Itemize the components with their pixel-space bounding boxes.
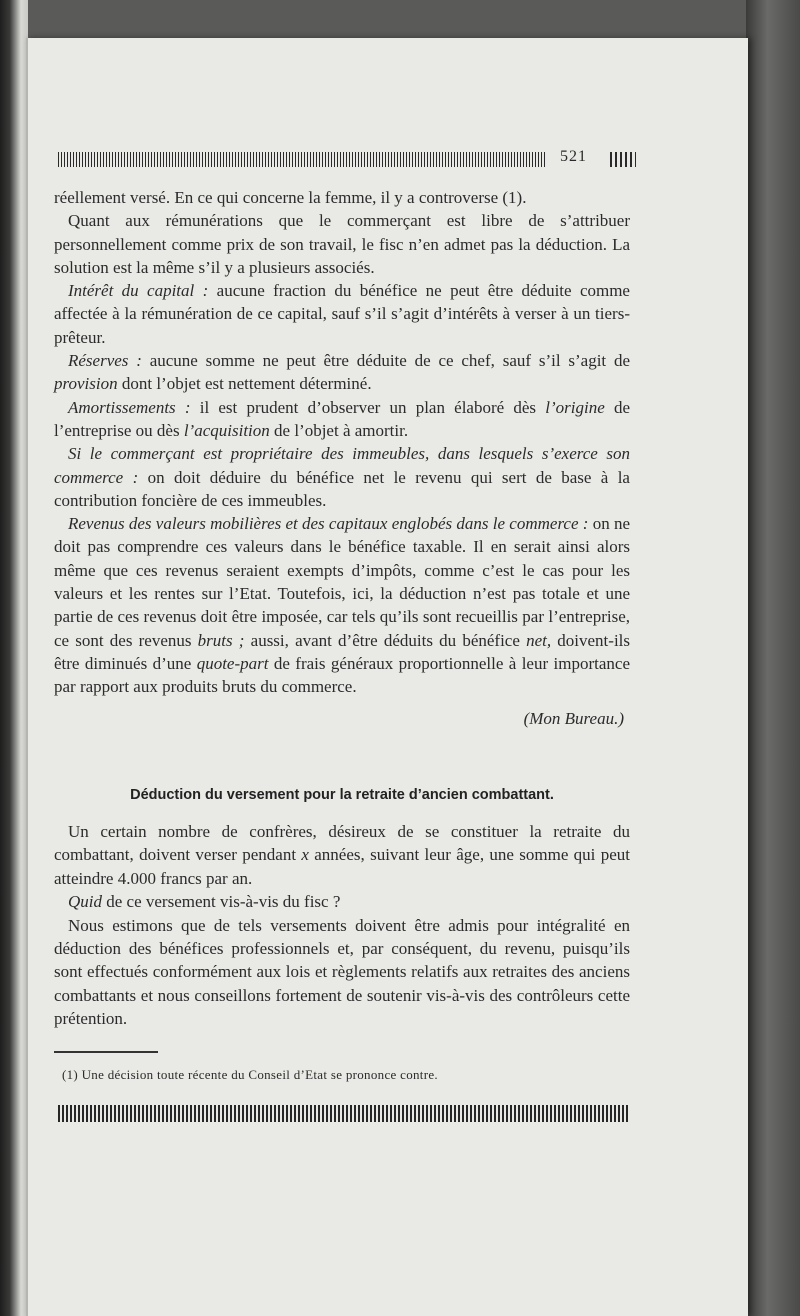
body-text-section-2 [54, 820, 630, 1031]
body-text-section-1 [54, 186, 630, 730]
paragraph-quid: Quid de ce versement vis-à-vis du fisc ? [68, 892, 341, 912]
header-ornament-end [610, 152, 636, 167]
paragraph-estimons: Nous estimons que de tels versements doivent être admis pour intégralité en déduction des bénéfices professionnels et, par conséquent, du revenu, puisqu’ils sont effectués conformément aux lois et règlements relatifs aux retraites des anciens combattants et nous conseillons fortement de soutenir vis-à-vis des contrôleurs cette prétention. [54, 915, 630, 1029]
footnote-divider [54, 1051, 158, 1053]
page-number: 521 [560, 148, 587, 165]
paragraph-reserves: Réserves : aucune somme ne peut être déduite de ce chef, sauf s’il s’agit de provision dont l’objet est nettement déterminé. [54, 351, 630, 394]
paragraph-immeubles: Si le commerçant est propriétaire des immeubles, dans lesquels s’exerce son commerce : on doit déduire du bénéfice net le revenu qui sert de base à la contribution foncière de ces immeubles. [54, 444, 630, 510]
header-ornament-rule [58, 152, 546, 167]
paragraph-2: Quant aux rémunérations que le commerçant est libre de s’attribuer personnellement comme prix de son travail, le fisc n’en admet pas la déduction. La solution est la même s’il y a plusieurs associés. [54, 211, 630, 277]
lead-amortissements: Amortissements : [68, 397, 191, 417]
paragraph-1: réellement versé. En ce qui concerne la femme, il y a controverse (1). [54, 188, 527, 207]
lead-immeubles: Si le commerçant est propriétaire des immeubles, dans lesquels s’exerce son commerce : [54, 444, 630, 487]
source-signature: (Mon Bureau.) [523, 708, 624, 728]
paragraph-amortissements: Amortissements : il est prudent d’observer un plan élaboré dès l’origine de l’entreprise ou dès l’acquisition de l’objet à amortir. [54, 397, 630, 440]
paragraph-combattants: Un certain nombre de confrères, désireux de se constituer la retraite du combattant, doivent verser pendant x années, suivant leur âge, une somme qui peut atteindre 4.000 francs par an. [54, 822, 630, 888]
footnote: (1) Une décision toute récente du Conseil d’Etat se prononce contre. [62, 1067, 438, 1082]
background-right [746, 0, 800, 1316]
footer-ornament-rule [58, 1105, 628, 1122]
lead-interet: Intérêt du capital : [68, 281, 209, 301]
lead-reserves: Réserves : [68, 351, 142, 371]
paragraph-interet: Intérêt du capital : aucune fraction du bénéfice ne peut être déduite comme affectée à la rémunération de ce capital, sauf s’il s’agit d’intérêts à verser à un tiers-prêteur. [54, 281, 630, 347]
section-heading: Déduction du versement pour la retraite d’ancien combattant. [130, 787, 554, 803]
paragraph-revenus: Revenus des valeurs mobilières et des capitaux englobés dans le commerce : on ne doit pas comprendre ces valeurs dans le bénéfice taxable. Il en serait ainsi alors même que ces revenus seraient exempts d’impôts, comme c’est le cas pour les valeurs et les rentes sur l’Etat. Toutefois, ici, la déduction n’est pas totale et une partie de ces revenus doit être imposée, car tels qu’ils sont recueillis par l’entreprise, ce sont des revenus bruts ; aussi, avant d’être déduits du bénéfice net, doivent-ils être diminués d’une quote-part de frais généraux proportionnelle à leur importance par rapport aux produits bruts du commerce. [54, 514, 630, 697]
lead-revenus: Revenus des valeurs mobilières et des capitaux englobés dans le commerce : [68, 514, 589, 534]
previous-page-edge [0, 0, 28, 1316]
